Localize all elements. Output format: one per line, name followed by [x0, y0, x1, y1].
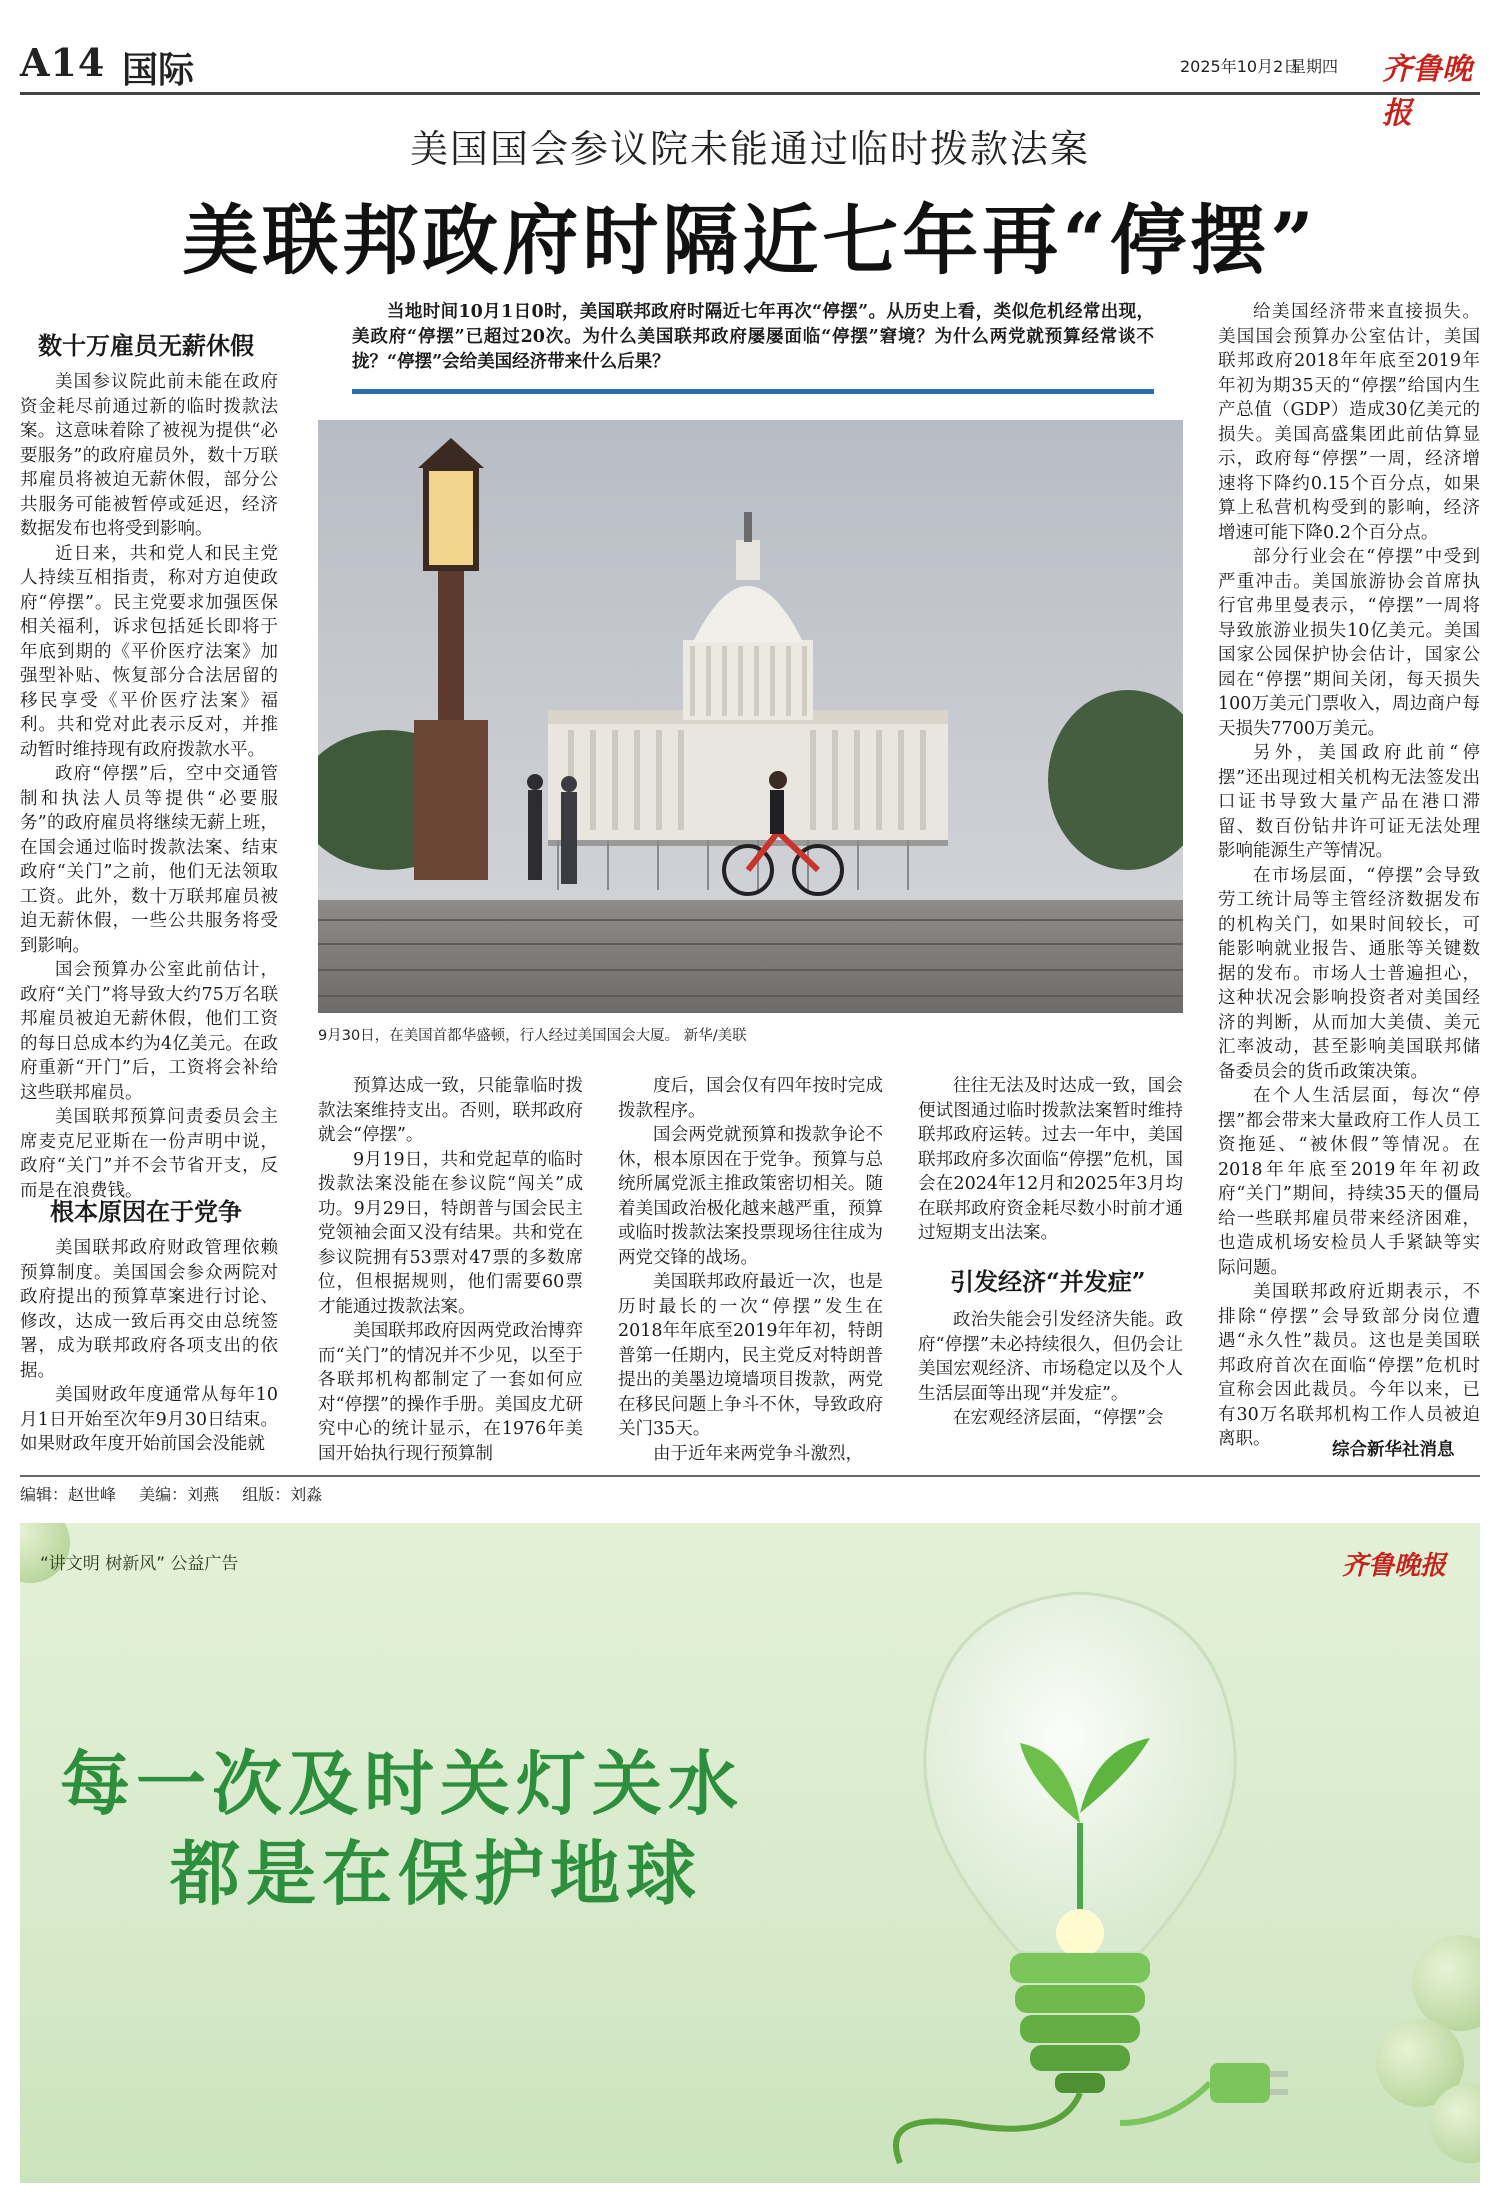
- section-heading-1: 数十万雇员无薪休假: [38, 331, 254, 360]
- ad-campaign-tag: “讲文明 树新风” 公益广告: [40, 1554, 239, 1574]
- article-paragraph: 由于近年来两党争斗激烈，: [653, 1443, 863, 1464]
- article-paragraph: 往往无法及时达成一致，国会便试图通过临时拨款法案暂时维持联邦政府运转。过去一年中，美国联邦政府多次面临“停摆”危机，国会在2024年12月和2025年3月均在联邦政府资金耗尽数小时前才通过短期支出法案。: [918, 1076, 1183, 1243]
- footer-divider: [20, 1475, 1480, 1477]
- newspaper-logo: 齐鲁晚报: [1382, 52, 1472, 131]
- issue-date: 2025年10月2日: [1180, 57, 1300, 76]
- editor-name: 编辑：赵世峰: [20, 1485, 117, 1504]
- photo-caption: 9月30日，在美国首都华盛顿，行人经过美国国会大厦。 新华/美联: [318, 1028, 747, 1044]
- article-paragraph: 部分行业会在“停摆”中受到严重冲击。美国旅游协会首席执行官弗里曼表示，“停摆”一周将导致旅游业损失10亿美元。美国国家公园保护协会估计，国家公园在“停摆”期间关闭，每天损失100万美元门票收入，周边商户每天损失7700万美元。: [1218, 547, 1480, 739]
- page-header: [20, 40, 1480, 131]
- article-paragraph: 美国联邦政府最近一次，也是历时最长的一次“停摆”发生在2018年年底至2019年年初，特朗普第一任期内，民主党反对特朗普提出的美墨边境墙项目拨款，两党在移民问题上争斗不休，导致政府关门35天。: [618, 1272, 883, 1439]
- section-heading-3: 引发经济“并发症”: [950, 1267, 1146, 1296]
- article-paragraph: 另外，美国政府此前“停摆”还出现过相关机构无法签发出口证书导致大量产品在港口滞留、数百份钻井许可证无法处理影响能源生产等情况。: [1218, 743, 1480, 861]
- article-paragraph: 国会两党就预算和拨款争论不休，根本原因在于党争。预算与总统所属党派主推政策密切相关。随着美国政治极化越来越严重，预算或临时拨款法案投票现场往往成为两党交锋的战场。: [618, 1125, 883, 1268]
- article-paragraph: 政府“停摆”后，空中交通管制和执法人员等提供“必要服务”的政府雇员将继续无薪上班，在国会通过临时拨款法案、结束政府“关门”之前，他们无法领取工资。此外，数十万联邦雇员被迫无薪休假，一些公共服务将受到影响。: [20, 764, 278, 956]
- article-paragraph: 给美国经济带来直接损失。美国国会预算办公室估计，美国联邦政府2018年年底至2019年年初为期35天的“停摆”给国内生产总值（GDP）造成30亿美元的损失。美国高盛集团此前估算显示，政府每“停摆”一周，经济增速将下降约0.15个百分点，如果算上私营机构受到的影响，经济增速可能下降0.2个百分点。: [1218, 302, 1480, 543]
- article-column-1b: [20, 1236, 278, 1457]
- article-column-5: [1218, 300, 1480, 1452]
- capitol-photo: [318, 420, 1183, 1013]
- article-paragraph: 近日来，共和党人和民主党人持续互相指责，称对方迫使政府“停摆”。民主党要求加强医保相关福利，诉求包括延长即将于年底到期的《平价医疗法案》加强型补贴、恢复部分合法居留的移民享受《平价医疗法案》福利。共和党对此表示反对，并推动暂时维持现有政府拨款水平。: [20, 543, 278, 760]
- editor-credits: [20, 1482, 920, 1505]
- article-paragraph: 美国参议院此前未能在政府资金耗尽前通过新的临时拨款法案。这意味着除了被视为提供“必要服务”的政府雇员外，数十万联邦雇员将被迫无薪休假，部分公共服务可能被暂停或延迟，经济数据发布也将受到影响。: [20, 372, 278, 539]
- article-paragraph: 9月19日，共和党起草的临时拨款法案没能在参议院“闯关”成功。9月29日，特朗普与国会民主党领袖会面又没有结果。共和党在参议院拥有53票对47票的多数席位，但根据规则，他们需要60票才能通过拨款法案。: [318, 1149, 583, 1317]
- article-paragraph: 美国财政年度通常从每年10月1日开始至次年9月30日结束。如果财政年度开始前国会没能就: [20, 1385, 278, 1454]
- article-paragraph: 在宏观经济层面，“停摆”会: [953, 1408, 1164, 1428]
- article-lead: 当地时间10月1日0时，美国联邦政府时隔近七年再次“停摆”。从历史上看，类似危机经常出现，美政府“停摆”已超过20次。为什么美国联邦政府屡屡面临“停摆”窘境？为什么两党就预算经常谈不拢？“停摆”会给美国经济带来什么后果？: [352, 302, 1154, 372]
- article-column-3: [618, 1074, 883, 1466]
- page-code: A14: [20, 40, 106, 85]
- public-service-ad: [20, 1523, 1480, 2183]
- article-paragraph: 度后，国会仅有四年按时完成拨款程序。: [618, 1076, 883, 1121]
- article-paragraph: 在个人生活层面，每次“停摆”都会带来大量政府工作人员工资拖延、“被休假”等情况。在2018年年底至2019年年初政府“关门”期间，持续35天的僵局给一些联邦雇员带来经济困难，也造成机场安检员人手紧缺等实际问题。: [1218, 1086, 1480, 1278]
- article-paragraph: 美国联邦政府近期表示，不排除“停摆”会导致部分岗位遭遇“永久性”裁员。这也是美国联邦政府首次在面临“停摆”危机时宣称会因此裁员。今年以来，已有30万名联邦机构工作人员被迫离职。: [1218, 1282, 1480, 1449]
- article-subheadline: 美国国会参议院未能通过临时拨款法案: [409, 127, 1090, 171]
- art-editor-name: 美编：刘燕: [139, 1485, 220, 1504]
- article-paragraph: 国会预算办公室此前估计，政府“关门”将导致大约75万名联邦雇员被迫无薪休假，他们工资的每日总成本约为4亿美元。在政府重新“开门”后，工资将会补给这些联邦雇员。: [20, 960, 278, 1103]
- section-heading-2: 根本原因在于党争: [50, 1197, 242, 1226]
- ad-slogan-line-2: 都是在保护地球: [170, 1832, 702, 1915]
- article-column-4b: [918, 1308, 1183, 1431]
- article-column-2: [318, 1074, 583, 1466]
- ad-newspaper-logo: 齐鲁晚报: [1342, 1551, 1447, 1581]
- article-paragraph: 美国联邦预算问责委员会主席麦克尼亚斯在一份声明中说，政府“关门”并不会节省开支，反而是在浪费钱。: [20, 1107, 278, 1201]
- header-divider: [20, 92, 1480, 95]
- lead-divider: [352, 389, 1154, 394]
- article-paragraph: 美国联邦政府财政管理依赖预算制度。美国国会参众两院对政府提出的预算草案进行讨论、修改，达成一致后再交由总统签署，成为联邦政府各项支出的依据。: [20, 1238, 278, 1381]
- article-column-1: [20, 370, 278, 1203]
- ad-slogan-line-1: 每一次及时关灯关水: [60, 1742, 744, 1825]
- section-name: 国际: [122, 49, 195, 91]
- layout-editor-name: 组版：刘淼: [242, 1485, 323, 1504]
- article-paragraph: 预算达成一致，只能靠临时拨款法案维持支出。否则，联邦政府就会“停摆”。: [318, 1076, 583, 1145]
- article-paragraph: 美国联邦政府因两党政治博弈而“关门”的情况并不少见，以至于各联邦机构都制定了一套如何应对“停摆”的操作手册。美国皮尤研究中心的统计显示，在1976年美国开始执行现行预算制: [318, 1321, 583, 1464]
- article-headline: 美联邦政府时隔近七年再“停摆”: [182, 196, 1318, 285]
- article-paragraph: 在市场层面，“停摆”会导致劳工统计局等主管经济数据发布的机构关门，如果时间较长，可能影响就业报告、通胀等关键数据的发布。市场人士普遍担心，这种状况会影响投资者对美国经济的判断，从而加大美债、美元汇率波动，甚至影响美国联邦储备委员会的货币政策决策。: [1218, 865, 1480, 1082]
- article-column-4: [918, 1074, 1183, 1246]
- issue-weekday: 星期四: [1290, 57, 1339, 76]
- article-paragraph: 政治失能会引发经济失能。政府“停摆”未必持续很久，但仍会让美国宏观经济、市场稳定以及个人生活层面等出现“并发症”。: [918, 1310, 1183, 1404]
- article-signature: 综合新华社消息: [1332, 1440, 1455, 1460]
